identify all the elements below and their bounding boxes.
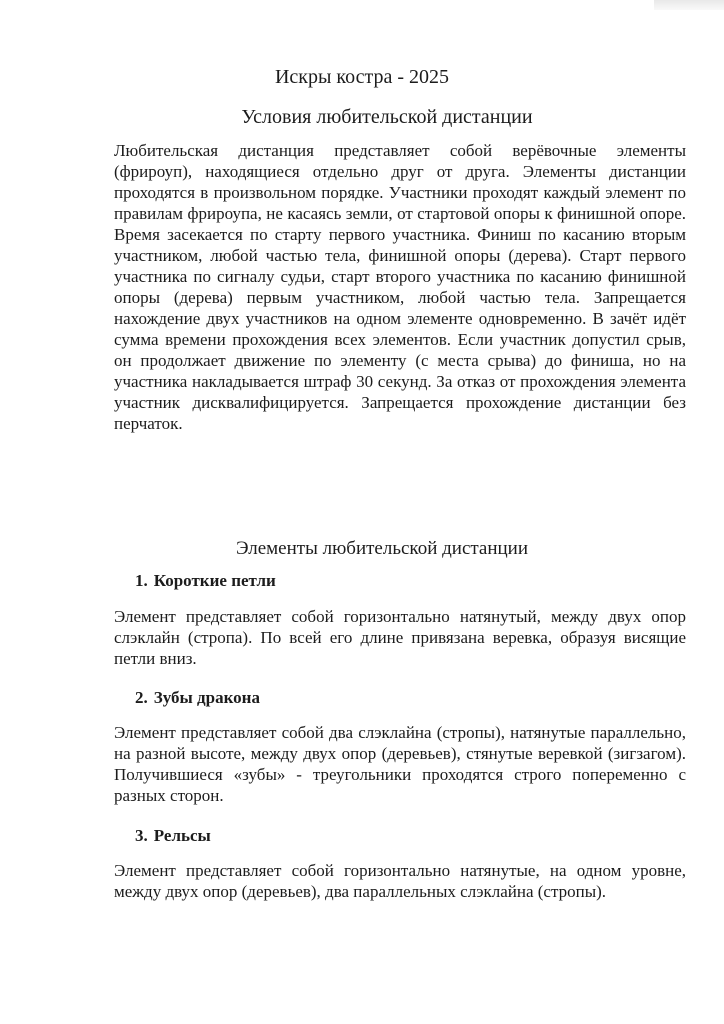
item-paragraph-3: Элемент представляет собой горизонтально натянутые, на одном уровне, между двух опор (деревьев), два параллельных слэклайна (стропы).: [114, 861, 686, 901]
item-heading-3: [135, 826, 211, 846]
intro-paragraph: Любительская дистанция представляет собой верёвочные элементы (фрироуп), находящиеся отдельно друг от друга. Элементы дистанции проходятся в произвольном порядке. Участники проходят каждый элемент по правилам фрироупа, не касаясь земли, от стартовой опоры к финишной опоре. Время засекается по старту первого участника. Финиш по касанию вторым участником, любой частью тела, финишной опоры (дерева). Старт первого участника по сигналу судьи, старт второго участника по касанию финишной опоры (дерева) первым участником, любой частью тела. Запрещается нахождение двух участников на одном элементе одновременно. В зачёт идёт сумма времени прохождения всех элементов. Если участник допустил срыв, он продолжает движение по элементу (с места срыва) до финиша, но на участника накладывается штраф 30 секунд. За отказ от прохождения элемента участник дисквалифицируется. Запрещается прохождение дистанции без перчаток.: [114, 141, 686, 433]
document-title: Искры костра - 2025: [274, 66, 450, 88]
item-paragraph-2: Элемент представляет собой два слэклайна (стропы), натянутые параллельно, на разной высоте, между двух опор (деревьев), стянутые веревкой (зигзагом). Получившиеся «зубы» - треугольники проходятся строго попеременно с разных сторон.: [114, 723, 686, 805]
item-number: 3.: [135, 826, 148, 845]
document-subtitle: Условия любительской дистанции: [241, 106, 533, 128]
item-heading-text: Зубы дракона: [153, 688, 260, 707]
section-title: Элементы любительской дистанции: [235, 538, 529, 559]
item-number: 1.: [135, 571, 148, 590]
item-number: 2.: [135, 688, 148, 707]
item-heading-text: Короткие петли: [153, 571, 276, 590]
item-paragraph-1: Элемент представляет собой горизонтально натянутый, между двух опор слэклайн (стропа). По всей его длине привязана веревка, образуя висящие петли вниз.: [114, 607, 686, 668]
item-heading-text: Рельсы: [153, 826, 211, 845]
scan-artifact: [654, 0, 724, 10]
item-heading-2: [135, 688, 260, 708]
item-heading-1: [135, 571, 276, 591]
